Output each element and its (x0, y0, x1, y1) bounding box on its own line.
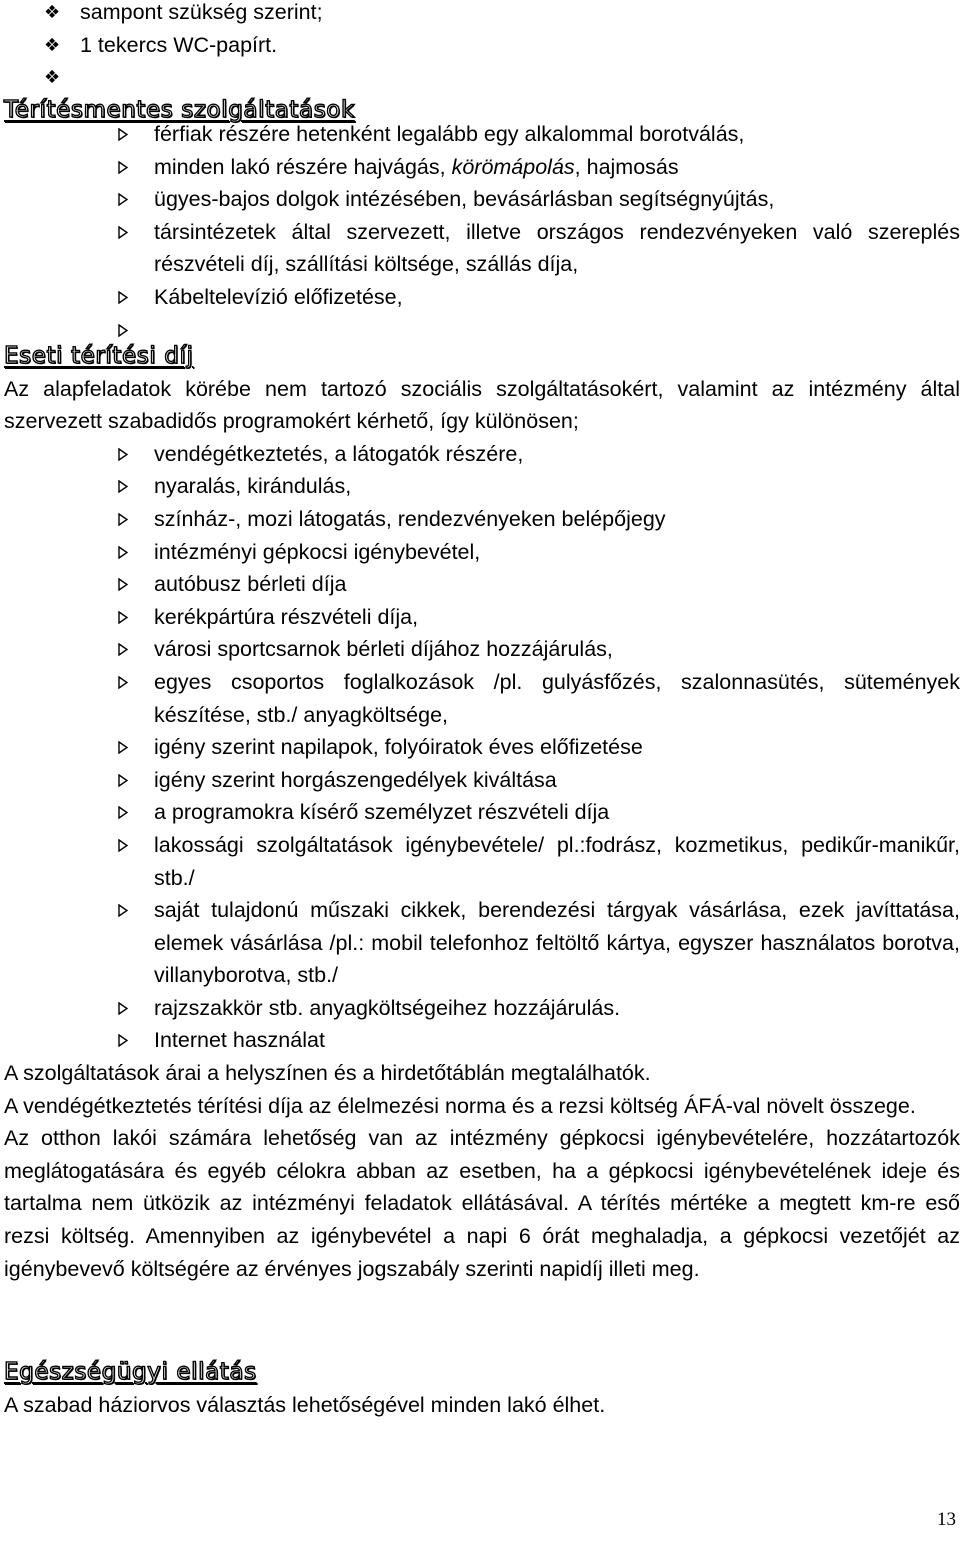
top-list (0, 0, 960, 126)
section-heading-occasional-fee: Eseti térítési díj (4, 343, 194, 369)
triangle-right-bullet-icon (118, 666, 134, 699)
list-item (0, 829, 960, 894)
triangle-right-bullet-icon (118, 1024, 134, 1057)
list-item-text: nyaralás, kirándulás, (154, 474, 352, 499)
four-diamond-bullet-icon: ❖ (44, 67, 61, 88)
occasional-fee-section (0, 340, 960, 1285)
list-item-text: társintézetek által szervezett, illetve országos rendezvényeken való szereplés részvételi díj, szállítási költsége, szállás díja, (154, 219, 960, 277)
list-item (0, 503, 960, 536)
intro-paragraph: Az alapfeladatok körébe nem tartozó szociális szolgáltatásokért, valamint az intézmény által szervezett szabadidős programokért kérhető, így különösen; (4, 376, 960, 434)
section-heading-health-care: Egészségügyi ellátás (4, 1359, 257, 1385)
list-item (0, 601, 960, 634)
triangle-right-bullet-icon (118, 829, 134, 862)
triangle-right-bullet-icon (118, 151, 134, 184)
list-item-text: igény szerint napilapok, folyóiratok éves előfizetése (154, 735, 643, 760)
list-item-text: egyes csoportos foglalkozások /pl. gulyásfőzés, szalonnasütés, sütemények készítése, stb./ anyagköltsége, (154, 669, 960, 727)
paragraph: A szolgáltatások árai a helyszínen és a hirdetőtáblán megtalálhatók. (4, 1061, 651, 1086)
list-item-text: Internet használat (154, 1028, 325, 1053)
triangle-right-bullet-icon (118, 470, 134, 503)
triangle-right-bullet-icon (118, 438, 134, 471)
list-item-text: városi sportcsarnok bérleti díjához hozzájárulás, (154, 637, 613, 662)
triangle-right-bullet-icon (118, 633, 134, 666)
list-item-text: igény szerint horgászengedélyek kiváltása (154, 767, 557, 792)
list-item (0, 216, 960, 281)
list-item (0, 633, 960, 666)
list-item (0, 118, 960, 151)
free-services-list (0, 118, 960, 346)
list-item (0, 1024, 960, 1057)
list-item-text: autóbusz bérleti díja (154, 572, 347, 597)
list-item-text: a programokra kísérő személyzet részvételi díja (154, 800, 610, 825)
list-item (0, 894, 960, 992)
triangle-right-bullet-icon (118, 796, 134, 829)
list-item-text: saját tulajdonú műszaki cikkek, berendezési tárgyak vásárlása, ezek javíttatása, elemek vásárlása /pl.: mobil telefonhoz feltöltő kártya, egyszer használatos borotva, villanyborotva, stb./ (154, 898, 960, 988)
list-item (0, 731, 960, 764)
list-item (0, 151, 960, 184)
list-item (0, 61, 960, 94)
triangle-right-bullet-icon (118, 764, 134, 797)
list-item (0, 536, 960, 569)
paragraph: A vendégétkeztetés térítési díja az élelmezési norma és a rezsi költség ÁFÁ-val növelt összege. (4, 1093, 916, 1118)
list-item (0, 438, 960, 471)
list-item-text: vendégétkeztetés, a látogatók részére, (154, 441, 524, 466)
list-item-text: kerékpártúra részvételi díja, (154, 604, 419, 629)
list-item-text: intézményi gépkocsi igénybevétel, (154, 539, 481, 564)
section-heading-free-services: Térítésmentes szolgáltatások (4, 96, 355, 123)
list-item (0, 183, 960, 216)
list-item (0, 29, 960, 62)
list-item-text: 1 tekercs WC-papírt. (80, 32, 278, 57)
triangle-right-bullet-icon (118, 568, 134, 601)
list-item-text: lakossági szolgáltatások igénybevétele/ pl.:fodrász, kozmetikus, pedikűr-manikűr, stb./ (154, 832, 960, 890)
paragraph: A szabad háziorvos választás lehetőségével minden lakó élhet. (4, 1392, 606, 1417)
triangle-right-bullet-icon (118, 894, 134, 927)
list-item-text: minden lakó részére hajvágás, (154, 154, 452, 179)
list-item-text: ügyes-bajos dolgok intézésében, bevásárlásban segítségnyújtás, (154, 187, 775, 212)
triangle-right-bullet-icon (118, 992, 134, 1025)
list-item (0, 568, 960, 601)
list-item-text: sampont szükség szerint; (80, 0, 323, 24)
list-item (0, 796, 960, 829)
triangle-right-bullet-icon (118, 281, 134, 314)
list-item-text: , hajmosás (574, 154, 679, 179)
list-item-text: színház-, mozi látogatás, rendezvényeken belépőjegy (154, 506, 666, 531)
list-item (0, 992, 960, 1025)
paragraph: Az otthon lakói számára lehetőség van az intézmény gépkocsi igénybevételére, hozzátartozók meglátogatására és egyéb célokra abban az esetben, ha a gépkocsi igénybevételének ideje és tartalma nem ütközik az intézményi feladatok ellátásával. A térítés mértéke a megtett km-re eső rezsi költség. Amennyiben az igénybevétel a napi 6 órát meghaladja, a gépkocsi vezetőjét az igénybevevő költségére az érvényes jogszabály szerinti napidíj illeti meg. (4, 1126, 960, 1281)
list-item (0, 0, 960, 29)
triangle-right-bullet-icon (118, 601, 134, 634)
list-item (0, 470, 960, 503)
triangle-right-bullet-icon (118, 216, 134, 249)
list-item-text: rajzszakkör stb. anyagköltségeihez hozzájárulás. (154, 995, 621, 1020)
list-item-text: Kábeltelevízió előfizetése, (154, 284, 403, 309)
triangle-right-bullet-icon (118, 503, 134, 536)
page-number: 13 (937, 1509, 956, 1530)
four-diamond-bullet-icon: ❖ (44, 34, 61, 55)
list-item-text-italic: körömápolás (451, 154, 575, 179)
triangle-right-bullet-icon (118, 536, 134, 569)
triangle-right-bullet-icon (118, 118, 134, 151)
list-item (0, 764, 960, 797)
list-item (0, 281, 960, 314)
health-care-section (0, 1356, 960, 1421)
list-item-text: férfiak részére hetenként legalább egy alkalommal borotválás, (154, 122, 745, 146)
four-diamond-bullet-icon: ❖ (44, 2, 61, 22)
triangle-right-bullet-icon (118, 731, 134, 764)
list-item (0, 666, 960, 731)
triangle-right-bullet-icon (118, 183, 134, 216)
